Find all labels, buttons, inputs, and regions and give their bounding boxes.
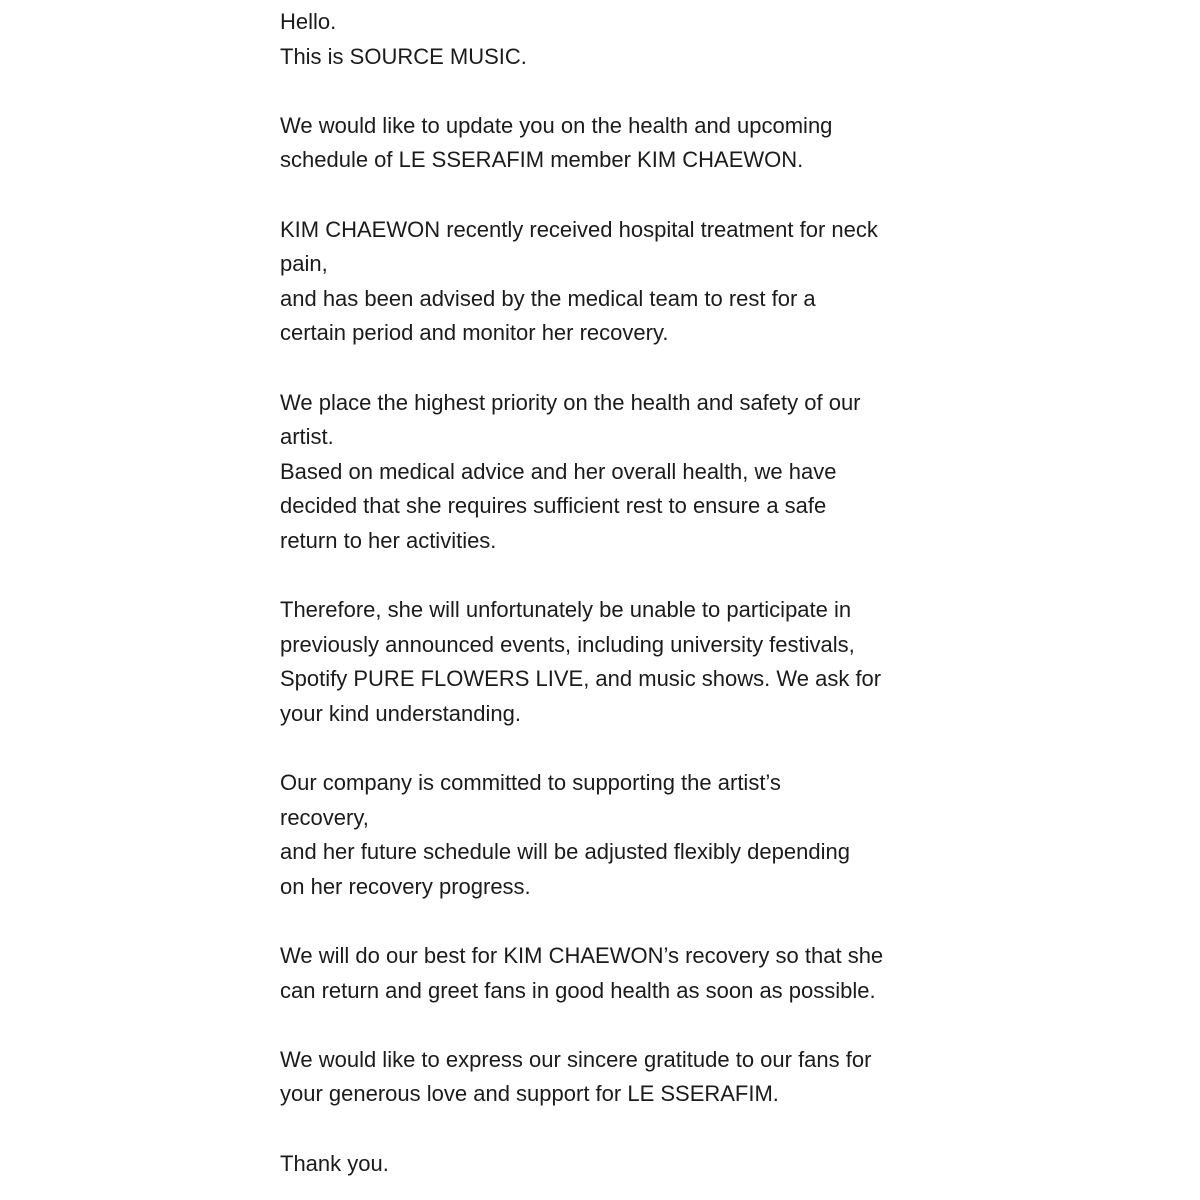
text-line: artist.: [280, 424, 334, 450]
text-line: decided that she requires sufficient rest to ensure a safe: [280, 493, 827, 519]
paragraph-recovery: [280, 939, 940, 1008]
text-line: can return and greet fans in good health as soon as possible.: [280, 977, 876, 1003]
paragraph-gratitude: [280, 1043, 940, 1112]
text-line: Based on medical advice and her overall health, we have: [280, 458, 837, 484]
paragraph-support: [280, 766, 940, 904]
paragraph-gap: [280, 559, 940, 594]
text-line: on her recovery progress.: [280, 873, 531, 899]
paragraph-update: [280, 109, 940, 178]
text-line: certain period and monitor her recovery.: [280, 320, 669, 346]
text-line: schedule of LE SSERAFIM member KIM CHAEWON.: [280, 147, 804, 173]
paragraph-gap: [280, 731, 940, 766]
text-line: Our company is committed to supporting the artist’s: [280, 770, 781, 796]
greeting-line: Hello.: [280, 9, 337, 34]
paragraph-gap: [280, 351, 940, 386]
text-line: Spotify PURE FLOWERS LIVE, and music shows. We ask for: [280, 666, 882, 692]
text-line: and her future schedule will be adjusted flexibly depending: [280, 839, 850, 865]
paragraph-treatment: [280, 213, 940, 351]
intro-line: This is SOURCE MUSIC.: [280, 43, 527, 69]
text-line: We place the highest priority on the health and safety of our: [280, 389, 861, 415]
paragraph-gap: [280, 1112, 940, 1147]
text-line: We would like to express our sincere gratitude to our fans for: [280, 1046, 872, 1072]
paragraph-priority: [280, 386, 940, 559]
text-line: pain,: [280, 251, 328, 277]
text-line: KIM CHAEWON recently received hospital treatment for neck: [280, 216, 878, 242]
text-line: We would like to update you on the health and upcoming: [280, 112, 833, 138]
paragraph-gap: [280, 178, 940, 213]
text-line: your generous love and support for LE SSERAFIM.: [280, 1081, 779, 1107]
paragraph-gap: [280, 1008, 940, 1043]
text-line: and has been advised by the medical team to rest for a: [280, 285, 816, 311]
text-line: previously announced events, including university festivals,: [280, 631, 855, 657]
text-line: We will do our best for KIM CHAEWON’s recovery so that she: [280, 943, 884, 969]
text-line: Therefore, she will unfortunately be unable to participate in: [280, 597, 852, 623]
closing-line: Thank you.: [280, 1150, 389, 1176]
paragraph-gap: [280, 74, 940, 109]
paragraph-gap: [280, 904, 940, 939]
text-line: return to her activities.: [280, 527, 497, 553]
text-line: recovery,: [280, 804, 369, 830]
notice-document: [280, 5, 940, 1181]
paragraph-events: [280, 593, 940, 731]
text-line: your kind understanding.: [280, 700, 521, 726]
